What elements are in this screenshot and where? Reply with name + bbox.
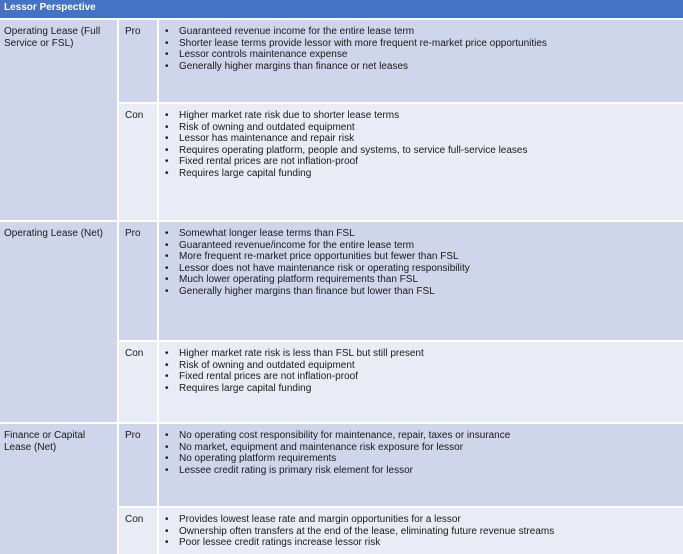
con-list: [159, 342, 683, 394]
bullet-icon: •: [165, 156, 169, 167]
list-item-text: Provides lowest lease rate and margin opportunities for a lessor: [179, 514, 461, 525]
list-item: [165, 537, 683, 549]
con-label-cell: [119, 508, 159, 554]
list-item-text: Generally higher margins than finance or net leases: [179, 60, 409, 72]
bullet-icon: •: [165, 525, 169, 537]
list-item-text: Lessee credit rating is primary risk element for lessor: [179, 464, 413, 476]
list-item-text: Somewhat longer lease terms than FSL: [179, 228, 355, 239]
bullet-icon: •: [165, 430, 169, 441]
bullet-icon: •: [165, 348, 169, 359]
pro-items-cell: [159, 222, 683, 340]
pro-label-cell: [119, 424, 159, 506]
list-item: [165, 156, 683, 168]
bullet-icon: •: [165, 371, 169, 382]
bullet-icon: •: [165, 453, 169, 464]
lease-type-label: Operating Lease (Net): [4, 228, 103, 239]
bullet-icon: •: [165, 167, 169, 179]
list-item-text: Lessor controls maintenance expense: [179, 49, 348, 60]
list-item-text: Risk of owning and outdated equipment: [179, 359, 355, 371]
list-item-text: More frequent re-market price opportunities but fewer than FSL: [179, 251, 459, 262]
bullet-icon: •: [165, 144, 169, 156]
list-item: [165, 145, 683, 157]
list-item-text: Risk of owning and outdated equipment: [179, 121, 355, 133]
con-list: [159, 508, 683, 549]
list-item: [165, 263, 683, 275]
con-label-cell: [119, 342, 159, 422]
bullet-icon: •: [165, 274, 169, 285]
bullet-icon: •: [165, 262, 169, 274]
list-item-text: Lessor has maintenance and repair risk: [179, 133, 355, 144]
list-item: [165, 286, 683, 298]
list-item: [165, 371, 683, 383]
pro-label-cell: [119, 222, 159, 340]
list-item: [165, 122, 683, 134]
bullet-icon: •: [165, 60, 169, 72]
bullet-icon: •: [165, 26, 169, 37]
bullet-icon: •: [165, 464, 169, 476]
list-item: [165, 274, 683, 286]
bullet-icon: •: [165, 382, 169, 394]
pro-label: Pro: [125, 430, 141, 441]
bullet-icon: •: [165, 37, 169, 49]
list-item-text: No operating cost responsibility for maintenance, repair, taxes or insurance: [179, 430, 511, 441]
list-item-text: Higher market rate risk due to shorter lease terms: [179, 110, 400, 121]
pro-list: [159, 20, 683, 72]
list-item-text: No market, equipment and maintenance risk exposure for lessor: [179, 441, 464, 453]
con-label: Con: [125, 348, 144, 359]
list-item: [165, 453, 683, 465]
list-item: [165, 133, 683, 145]
pro-items-cell: [159, 424, 683, 506]
lease-type-label: Finance or Capital Lease (Net): [4, 430, 86, 453]
list-item-text: Requires large capital funding: [179, 167, 312, 179]
list-item-text: Guaranteed revenue/income for the entire lease term: [179, 239, 415, 251]
bullet-icon: •: [165, 121, 169, 133]
con-label: Con: [125, 110, 144, 121]
list-item: [165, 360, 683, 372]
list-item-text: Generally higher margins than finance but lower than FSL: [179, 285, 435, 297]
list-item: [165, 430, 683, 442]
list-item: [165, 168, 683, 180]
list-item: [165, 465, 683, 477]
lease-type-cell: [0, 222, 119, 422]
bullet-icon: •: [165, 49, 169, 60]
lease-type-label: Operating Lease (Full Service or FSL): [4, 26, 101, 49]
list-item-text: Poor lessee credit ratings increase lessor risk: [179, 537, 381, 548]
list-item-text: Requires large capital funding: [179, 382, 312, 394]
pro-label-cell: [119, 20, 159, 102]
list-item: [165, 251, 683, 263]
list-item-text: Higher market rate risk is less than FSL but still present: [179, 348, 424, 359]
list-item: [165, 526, 683, 538]
pro-list: [159, 424, 683, 476]
list-item: [165, 383, 683, 395]
bullet-icon: •: [165, 514, 169, 525]
list-item-text: Fixed rental prices are not inflation-proof: [179, 371, 358, 382]
bullet-icon: •: [165, 441, 169, 453]
list-item: [165, 442, 683, 454]
pro-items-cell: [159, 20, 683, 102]
list-item-text: Requires operating platform, people and systems, to service full-service leases: [179, 144, 528, 156]
con-items-cell: [159, 508, 683, 554]
list-item: [165, 26, 683, 38]
list-item: [165, 110, 683, 122]
bullet-icon: •: [165, 285, 169, 297]
pro-label: Pro: [125, 228, 141, 239]
list-item-text: Guaranteed revenue income for the entire lease term: [179, 26, 415, 37]
con-items-cell: [159, 342, 683, 422]
con-items-cell: [159, 104, 683, 220]
list-item-text: No operating platform requirements: [179, 453, 337, 464]
list-item-text: Shorter lease terms provide lessor with more frequent re-market price opportunities: [179, 37, 547, 49]
list-item: [165, 61, 683, 73]
con-label: Con: [125, 514, 144, 525]
list-item: [165, 514, 683, 526]
bullet-icon: •: [165, 359, 169, 371]
bullet-icon: •: [165, 239, 169, 251]
list-item: [165, 49, 683, 61]
bullet-icon: •: [165, 537, 169, 548]
pro-label: Pro: [125, 26, 141, 37]
table-header: Lessor Perspective: [0, 0, 683, 18]
bullet-icon: •: [165, 228, 169, 239]
pro-list: [159, 222, 683, 297]
list-item-text: Ownership often transfers at the end of the lease, eliminating future revenue streams: [179, 525, 555, 537]
lease-type-cell: [0, 20, 119, 220]
bullet-icon: •: [165, 133, 169, 144]
con-label-cell: [119, 104, 159, 220]
list-item-text: Lessor does not have maintenance risk or operating responsibility: [179, 262, 470, 274]
list-item: [165, 38, 683, 50]
bullet-icon: •: [165, 110, 169, 121]
list-item: [165, 348, 683, 360]
list-item: [165, 240, 683, 252]
con-list: [159, 104, 683, 179]
bullet-icon: •: [165, 251, 169, 262]
list-item-text: Much lower operating platform requirements than FSL: [179, 274, 419, 285]
lease-type-cell: [0, 424, 119, 554]
list-item: [165, 228, 683, 240]
list-item-text: Fixed rental prices are not inflation-proof: [179, 156, 358, 167]
